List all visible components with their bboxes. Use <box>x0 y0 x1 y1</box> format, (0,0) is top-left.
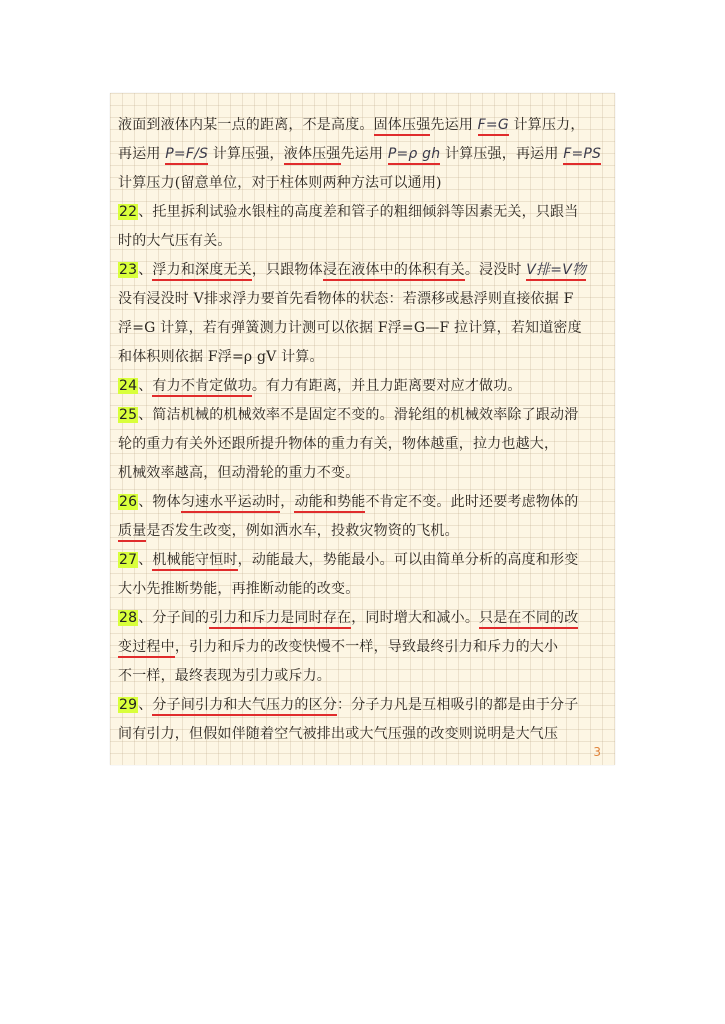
text-span: 、物体 <box>138 494 181 510</box>
underlined-text: 分子间引力和大气压力的区分 <box>152 697 337 716</box>
underlined-text: 只是在不同的改 <box>479 610 578 629</box>
item-number: 22 <box>119 204 138 220</box>
formula: V排=V物 <box>526 262 586 281</box>
underlined-text: 质量 <box>118 523 146 542</box>
text-line <box>118 285 610 314</box>
item-number: 27 <box>119 552 138 568</box>
text-line <box>118 372 610 401</box>
item-number: 25 <box>119 407 138 423</box>
text-span: 先运用 <box>430 117 478 133</box>
underlined-text: 匀速水平运动时 <box>181 494 280 513</box>
text-span: 没有浸没时 V排求浮力要首先看物体的状态：若漂移或悬浮则直接依据 F <box>118 291 574 307</box>
item-number: 23 <box>119 262 138 278</box>
formula: P=ρ gh <box>388 146 440 165</box>
text-line <box>118 604 610 633</box>
text-span: 计算压强，再运用 <box>440 146 564 162</box>
text-line <box>118 169 610 198</box>
underlined-text: 有力不肯定做功 <box>152 378 251 397</box>
underlined-text: 机械能守恒时 <box>152 552 237 571</box>
text-line <box>118 111 610 140</box>
text-span: ，动能最大，势能最小。可以由简单分析的高度和形变 <box>237 552 579 568</box>
text-span: 再运用 <box>118 146 166 162</box>
text-span: 液面到液体内某一点的距离，不是高度。 <box>118 117 374 133</box>
text-line <box>118 575 610 604</box>
text-span: ：分子力凡是互相吸引的都是由于分子 <box>337 697 579 713</box>
text-span: 。有力有距离，并且力距离要对应才做功。 <box>251 378 522 394</box>
formula: F=G <box>478 117 509 136</box>
text-span: 、分子间的 <box>138 610 210 626</box>
text-span: ， <box>280 494 295 510</box>
text-span: 计算压力(留意单位，对于柱体则两种方法可以通用) <box>118 175 442 191</box>
text-span: 、简洁机械的机械效率不是固定不变的。滑轮组的机械效率除了跟动滑 <box>138 407 579 423</box>
text-line <box>118 401 610 430</box>
text-line <box>118 720 610 749</box>
text-line <box>118 227 610 256</box>
page-text <box>118 111 610 749</box>
text-line <box>118 546 610 575</box>
text-line <box>118 633 610 662</box>
text-span: ，只跟物体 <box>251 262 323 278</box>
text-span: 浮=G 计算，若有弹簧测力计测可以依据 F浮=G—F 拉计算，若知道密度 <box>118 320 582 336</box>
text-line <box>118 343 610 372</box>
underlined-text: 动能和势能 <box>294 494 365 513</box>
underlined-text: 浮力和深度无关 <box>152 262 251 281</box>
text-span: 计算压力， <box>508 117 585 133</box>
text-line <box>118 140 610 169</box>
text-span: 、 <box>138 262 153 278</box>
text-span: ，引力和斥力的改变快慢不一样，导致最终引力和斥力的大小 <box>174 639 559 655</box>
text-span: 机械效率越高，但动滑轮的重力不变。 <box>118 465 360 481</box>
formula: P=F/S <box>165 146 208 165</box>
text-span: 、 <box>138 697 153 713</box>
page-mark: 3 <box>593 745 601 759</box>
underlined-text: 引力和斥力是同时存在 <box>209 610 351 629</box>
text-line <box>118 256 610 285</box>
underlined-text: 浸在液体中的体积有关 <box>323 262 465 281</box>
formula: F=PS <box>563 146 601 165</box>
item-number: 24 <box>119 378 138 394</box>
text-span: 间有引力，但假如伴随着空气被排出或大气压强的改变则说明是大气压 <box>118 726 559 742</box>
notebook-page <box>110 93 615 765</box>
text-span: 轮的重力有关外还跟所提升物体的重力有关，物体越重，拉力也越大， <box>118 436 559 452</box>
text-line <box>118 430 610 459</box>
text-span: 。浸没时 <box>464 262 527 278</box>
text-span: 大小先推断势能，再推断动能的改变。 <box>118 581 360 597</box>
text-span: 和体积则依据 F浮=ρ gV 计算。 <box>118 349 324 365</box>
item-number: 28 <box>119 610 138 626</box>
text-span: 、托里拆利试验水银柱的高度差和管子的粗细倾斜等因素无关，只跟当 <box>138 204 579 220</box>
text-span: 先运用 <box>340 146 388 162</box>
text-span: 时的大气压有关。 <box>118 233 232 249</box>
text-span: 是否发生改变，例如洒水车，投救灾物资的飞机。 <box>146 523 459 539</box>
text-span: ，同时增大和减小。 <box>351 610 480 626</box>
text-span: 、 <box>138 552 153 568</box>
text-line <box>118 662 610 691</box>
text-line <box>118 691 610 720</box>
text-span: 、 <box>138 378 153 394</box>
text-span: 不肯定不变。此时还要考虑物体的 <box>365 494 579 510</box>
text-span: 计算压强， <box>208 146 284 162</box>
text-line <box>118 488 610 517</box>
text-span: 不一样，最终表现为引力或斥力。 <box>118 668 331 684</box>
item-number: 29 <box>119 697 138 713</box>
text-line <box>118 198 610 227</box>
underlined-text: 变过程中 <box>118 639 175 658</box>
text-line <box>118 314 610 343</box>
underlined-text: 固体压强 <box>374 117 431 136</box>
item-number: 26 <box>119 494 138 510</box>
underlined-text: 液体压强 <box>284 146 341 165</box>
text-line <box>118 459 610 488</box>
text-line <box>118 517 610 546</box>
